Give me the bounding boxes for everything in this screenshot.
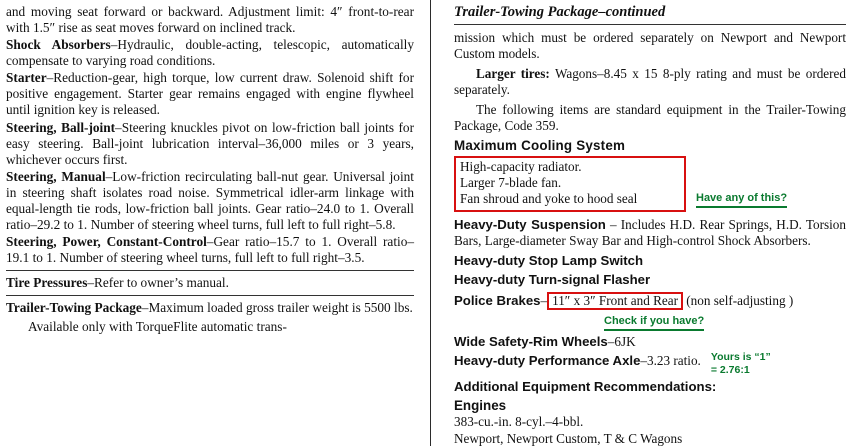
section-head-steering-power: Steering, Power, Constant-Control [6,234,207,250]
column-divider [430,0,431,446]
paragraph-larger-tires [454,66,846,98]
annotation-line-2: = 2.76:1 [710,363,750,376]
annotation-line-1: Yours is “1” [710,351,771,364]
paragraph-trailer-towing [6,300,414,316]
cooling-items-box [454,156,686,212]
item-text: –3.23 ratio. [640,353,701,369]
item-head: Additional Equipment Recommendations: [454,379,717,395]
header-rule [454,24,846,25]
paragraph-starter [6,70,414,118]
police-brakes-boxed-value: 11″ x 3″ Front and Rear [547,292,683,311]
item-turn-signal-flasher [454,272,846,289]
cooling-annotation-row [454,154,846,214]
cooling-item: Larger 7-blade fan. [460,174,562,190]
horizontal-rule-top [6,270,414,271]
section-head-larger-tires: Larger tires: [476,66,550,82]
item-head: Heavy-Duty Suspension [454,216,606,232]
section-head-maximum-cooling: Maximum Cooling System [454,137,626,153]
item-wide-safety-rim-wheels [454,334,846,351]
annotation-have-any-of-this: Have any of this? [696,192,787,208]
item-text: (non self-adjusting ) [682,292,794,308]
left-column [0,0,420,446]
item-police-brakes [454,292,846,311]
item-heavy-duty-suspension [454,217,846,250]
paragraph-text: Available only with TorqueFlite automatic trans- [28,319,287,335]
paragraph-shock-absorbers [6,37,414,69]
section-head-steering-ball-joint: Steering, Ball-joint [6,119,116,135]
paragraph-text: –Gear ratio–15.7 to 1. Overall ratio–19.1 to 1. Number of steering wheel turns, full left to full right–3.5. [6,234,414,266]
item-head: Wide Safety-Rim Wheels [454,333,608,349]
section-head-shock-absorbers: Shock Absorbers [6,37,111,53]
item-additional-equipment [454,379,846,396]
section-head-tire-pressures: Tire Pressures [6,275,88,291]
section-head-steering-manual: Steering, Manual [6,168,106,184]
paragraph-text: Wagons–8.45 x 15 8-ply rating and must be ordered separately. [454,66,846,98]
paragraph-text: –Maximum loaded gross trailer weight is 5500 lbs. [141,300,413,316]
right-column-header: Trailer-Towing Package–continued [454,4,666,20]
item-head: Heavy-duty Performance Axle [454,353,641,369]
performance-axle-row [454,350,846,376]
section-head-engines: Engines [454,397,507,413]
cooling-item: Fan shroud and yoke to hood seal [460,191,638,207]
item-performance-axle [454,353,701,370]
engine-models: Newport, Newport Custom, T & C Wagons [454,430,683,446]
horizontal-rule-bottom [6,295,414,296]
paragraph-standard-note: The following items are standard equipment in the Trailer-Towing Package, Code 359. [454,102,846,134]
paragraph-steering-manual [6,169,414,233]
paragraph-text: –Refer to owner’s manual. [87,275,229,291]
item-text: –6JK [607,333,636,349]
paragraph-steering-power [6,234,414,266]
annotation-check-if-you-have: Check if you have? [604,315,704,331]
section-head-starter: Starter [6,70,47,86]
paragraph-text: and moving seat forward or backward. Adjustment limit: 4″ front-to-rear with 1.5″ rise as seat moves forward on inclined track. [6,4,414,36]
item-dash: – [540,292,548,308]
paragraph-text: –Hydraulic, double-acting, telescopic, automatically compensate to varying road conditions. [6,37,414,69]
item-text: – Includes H.D. Rear Springs, H.D. Torsion Bars, Large-diameter Sway Bar and High-control Shock Absorbers. [454,216,846,249]
annotation-check-if-you-have-wrap [604,311,846,331]
annotation-yours-is-axle [711,351,771,376]
paragraph-text: –Steering knuckles pivot on low-friction ball joints for easy steering. Ball-joint lubrication interval–36,000 miles or 3 years, whichever occurs first. [6,119,415,167]
paragraph-torqueflite [6,319,414,335]
cooling-item: High-capacity radiator. [460,158,582,174]
engine-spec: 383-cu.-in. 8-cyl.–4-bbl. [454,413,584,429]
section-head-trailer-towing: Trailer-Towing Package [6,300,142,316]
item-head: Police Brakes [454,292,541,308]
right-column [448,0,852,446]
paragraph-tire-pressures [6,275,414,291]
item-head: Heavy-duty Turn-signal Flasher [454,272,651,288]
paragraph-steering-ball-joint [6,120,414,168]
paragraph-text: –Reduction-gear, high torque, low current draw. Solenoid shift for positive engagement. Starter gear remains engaged with engine flywheel until ignition key is released. [6,70,414,118]
item-stop-lamp-switch [454,253,846,270]
paragraph-text: –Low-friction recirculating ball-nut gear. Universal joint in steering shaft isolates road noise. Symmetrical idler-arm linkage with equal-length tie rods, low-friction ball joints. Gear ratio–24.0 to 1. Overall ratio–29.2 to 1. Number of steering wheel turns, full left to full right–5.8. [6,168,414,233]
paragraph-seat-adjust [6,4,414,36]
item-head: Heavy-duty Stop Lamp Switch [454,252,644,268]
paragraph-intro: mission which must be ordered separately on Newport and Newport Custom models. [454,30,846,62]
